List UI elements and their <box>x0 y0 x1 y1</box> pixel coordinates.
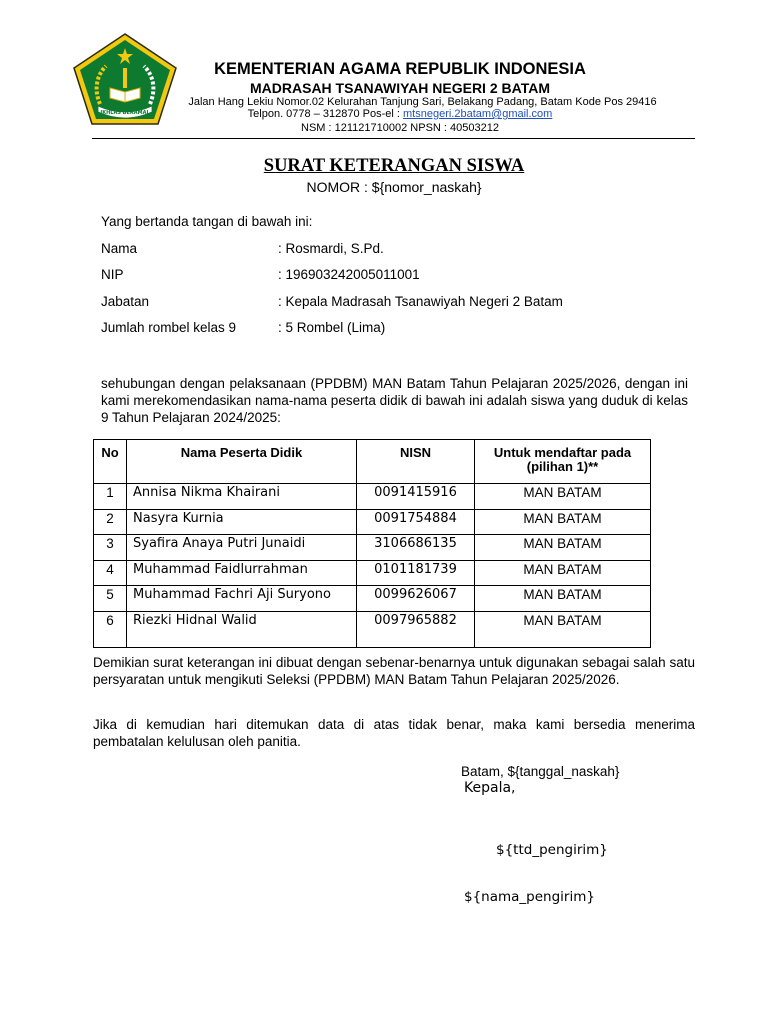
field-label-jabatan: Jabatan <box>101 294 150 309</box>
logo-motto: IKHLAS BERAMAL <box>100 110 150 116</box>
cell-destination: MAN BATAM <box>475 611 651 647</box>
cell-nisn: 0091415916 <box>357 484 475 510</box>
cell-destination: MAN BATAM <box>475 484 651 510</box>
header-school: MADRASAH TSANAWIYAH NEGERI 2 BATAM <box>250 80 550 96</box>
cell-no: 6 <box>94 611 127 647</box>
cell-no: 4 <box>94 560 127 586</box>
table-row <box>94 509 651 535</box>
table-row <box>94 611 651 647</box>
cell-no: 2 <box>94 509 127 535</box>
header-email-link[interactable]: mtsnegeri.2batam@gmail.com <box>403 108 553 120</box>
column-header-destination: Untuk mendaftar pada (pilihan 1)** <box>475 440 651 484</box>
paragraph-disclaimer: Jika di kemudian hari ditemukan data di atas tidak benar, maka kami bersedia menerima pembatalan kelulusan oleh panitia. <box>93 717 695 749</box>
field-label-nip: NIP <box>101 267 124 282</box>
column-header-name: Nama Peserta Didik <box>127 440 357 484</box>
cell-destination: MAN BATAM <box>475 509 651 535</box>
field-value-rombel: : 5 Rombel (Lima) <box>278 320 386 335</box>
cell-nisn: 0101181739 <box>357 560 475 586</box>
cell-name: Muhammad Fachri Aji Suryono <box>127 586 357 612</box>
cell-name: Riezki Hidnal Walid <box>127 611 357 647</box>
cell-name: Syafira Anaya Putri Junaidi <box>127 535 357 561</box>
cell-no: 3 <box>94 535 127 561</box>
cell-no: 5 <box>94 586 127 612</box>
cell-destination: MAN BATAM <box>475 535 651 561</box>
document-number: NOMOR : ${nomor_naskah} <box>306 179 482 195</box>
field-value-nama: : Rosmardi, S.Pd. <box>278 241 384 256</box>
column-header-no: No <box>94 440 127 484</box>
column-header-nisn: NISN <box>357 440 475 484</box>
field-value-nip: : 196903242005011001 <box>278 267 420 282</box>
cell-name: Annisa Nikma Khairani <box>127 484 357 510</box>
cell-name: Nasyra Kurnia <box>127 509 357 535</box>
header-phone: Telpon. 0778 – 312870 Pos-el : <box>247 108 400 120</box>
signatory-intro: Yang bertanda tangan di bawah ini: <box>101 214 313 229</box>
document-title: SURAT KETERANGAN SISWA <box>263 156 525 176</box>
signature-role: Kepala, <box>464 780 516 796</box>
cell-destination: MAN BATAM <box>475 560 651 586</box>
table-row <box>94 484 651 510</box>
header-divider <box>92 138 695 139</box>
field-value-jabatan: : Kepala Madrasah Tsanawiyah Negeri 2 Batam <box>278 294 563 309</box>
cell-nisn: 0099626067 <box>357 586 475 612</box>
table-row <box>94 535 651 561</box>
signature-placeholder: ${ttd_pengirim} <box>496 842 608 858</box>
table-header-row <box>94 440 651 484</box>
header-contact <box>150 108 650 120</box>
cell-nisn: 0091754884 <box>357 509 475 535</box>
paragraph-closing: Demikian surat keterangan ini dibuat dengan sebenar-benarnya untuk digunakan sebagai salah satu persyaratan untuk mengikuti Seleksi (PPDBM) MAN Batam Tahun Pelajaran 2025/2026. <box>93 655 695 687</box>
table-row <box>94 560 651 586</box>
header-ministry: KEMENTERIAN AGAMA REPUBLIK INDONESIA <box>214 60 586 78</box>
header-address: Jalan Hang Lekiu Nomor.02 Kelurahan Tanjung Sari, Belakang Padang, Batam Kode Pos 29416 <box>188 96 657 108</box>
cell-destination: MAN BATAM <box>475 586 651 612</box>
cell-nisn: 0097965882 <box>357 611 475 647</box>
field-label-rombel: Jumlah rombel kelas 9 <box>101 320 237 335</box>
cell-name: Muhammad Faidlurrahman <box>127 560 357 586</box>
signer-name: ${nama_pengirim} <box>464 889 595 905</box>
cell-no: 1 <box>94 484 127 510</box>
field-label-nama: Nama <box>101 241 138 256</box>
cell-nisn: 3106686135 <box>357 535 475 561</box>
student-table <box>93 439 651 648</box>
signature-place-date: Batam, ${tanggal_naskah} <box>461 764 620 779</box>
table-row <box>94 586 651 612</box>
header-ids: NSM : 121121710002 NPSN : 40503212 <box>301 122 499 134</box>
paragraph-intro: sehubungan dengan pelaksanaan (PPDBM) MAN Batam Tahun Pelajaran 2025/2026, dengan ini kami merekomendasikan nama-nama peserta didik di bawah ini adalah siswa yang duduk di kelas 9 Tahun Pelajaran 2024/2025: <box>101 376 688 425</box>
